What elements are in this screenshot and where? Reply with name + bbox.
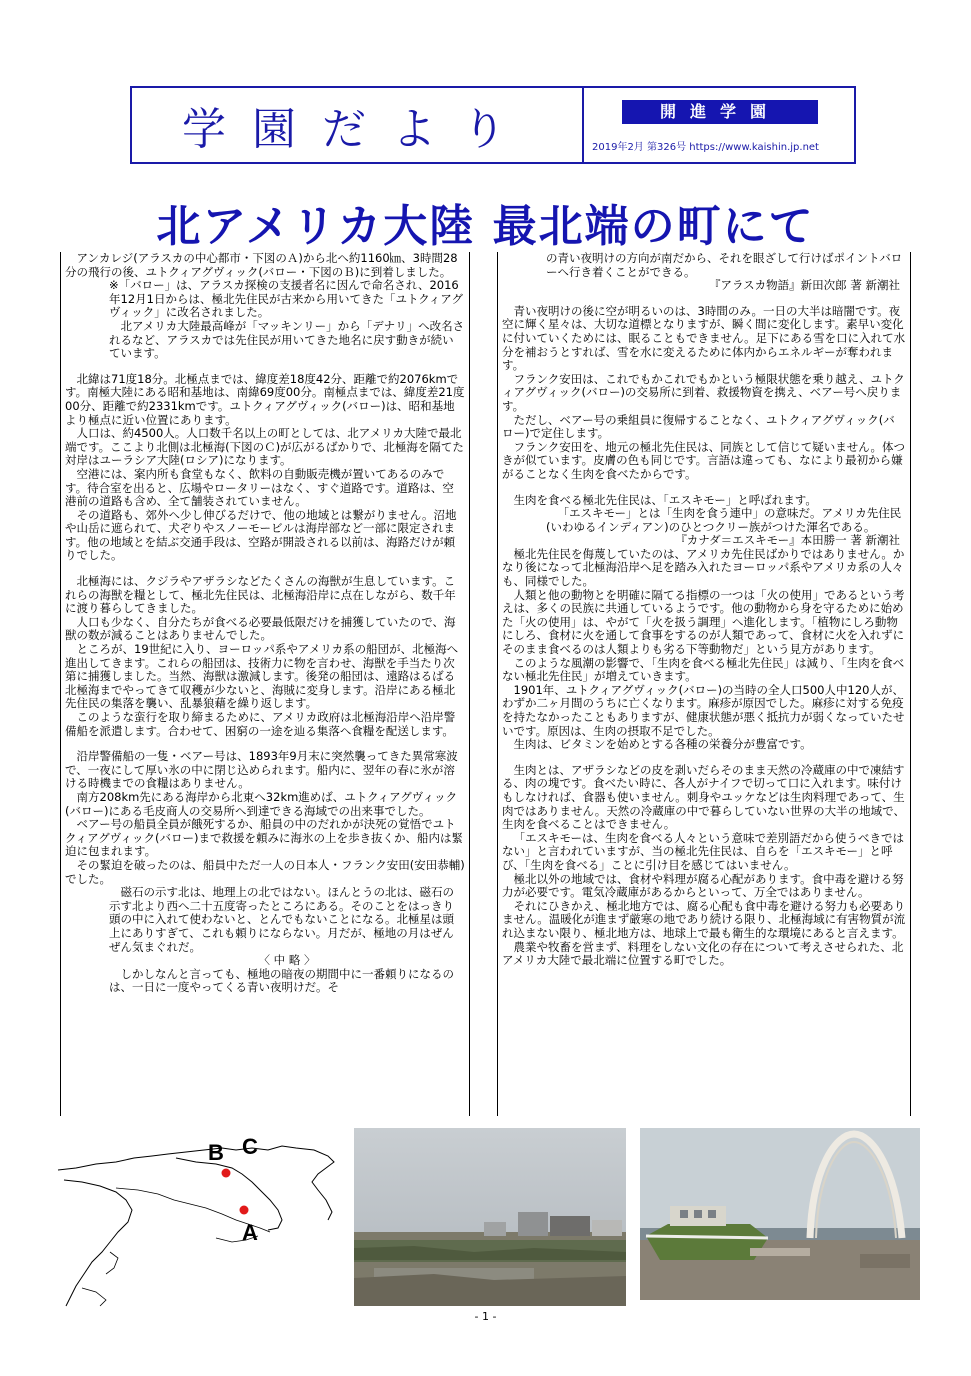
paragraph: 空港には、案内所も食堂もなく、飲料の自動販売機が置いてあるのみです。待合室を出ると、広場やロータリーはなく、すぐ道路です。道路は、空港前の道路も含め、全て舗装されていません。 [65,466,454,509]
paragraph: 南方208km先にある海岸から北東へ32km進めば、ユトクィアグヴィック(バロー)にある毛皮商人の交易所へ到達できる海域での出来事でした。 [65,789,458,818]
paragraph: フランク安田を、地元の極北先住民は、同族として信じて疑いません。体つきが似ています。皮膚の色も同じです。言語は違っても、なにより最初から嫌がることなく生肉を食べたからです。 [502,439,905,481]
map-label-a: A [242,1220,258,1245]
quotation: しかしなんと言っても、極地の暗夜の期間中に一番頼りになるのは、一日に一度やってくる青い夜明けだ。そ [109,966,454,995]
paragraph: ところが、19世紀に入り、ヨーロッパ系やアメリカ系の船団が、北極海へ進出してきます。これらの船団は、技術力に物を言わせ、海獣を手当たり次第に捕獲しました。当然、海獣は激減します。後発の船団は、遠路はるばる北極海までやってきて収穫が少ないと、海賊に変身します。沿岸にある極北先住民の集落を襲い、乱暴狼藉を繰り返します。 [65,642,459,711]
point-a-marker [240,1206,249,1215]
paragraph: 人類と他の動物とを明確に隔てる指標の一つは「火の使用」であるという考えは、多くの民族に共通しているようです。他の動物から身を守るために始めた「火の使用」は、やがて「火を扱う調理」へ進化します。「植物にしろ動物にしろ、食材に火を通して食事をするのが人類であって、食材に火を入れずにそのまま食べるのは人類よりも劣る下等動物だ」という見方があります。 [502,587,905,657]
newsletter-header [130,86,856,164]
paragraph: 極北先住民を侮蔑していたのは、アメリカ先住民ばかりではありません。かなり後になって北極海沿岸へ足を踏み入れたヨーロッパ系やアメリカ系の人々も、同様でした。 [502,546,905,589]
paragraph: 人口は、約4500人。人口数千名以上の町としては、北アメリカ大陸で最北端です。ここより北側は北極海(下図のＣ)が広がるばかりで、北極海を隔てた対岸はユーラシア大陸(ロシア)になります。 [65,426,464,468]
paragraph: 農業や牧畜を営まず、料理をしない文化の存在について考えさせられた、北アメリカ大陸で最北端に位置する町でした。 [502,939,904,968]
alaska-map [56,1128,336,1308]
quotation: の青い夜明けの方向が南だから、それを眼ざして行けばポイントバローへ行き着くことができる。 [546,252,903,279]
quotation: 磁石の示す北は、地理上の北ではない。ほんとうの北は、磁石の示す北より西へ二十五度寄ったところにある。そのことをはっきり頭の中に入れて使わないと、とんでもないことになる。北極星は頭上にありすぎて、これも頼りにならない。月だが、極地の月はぜんぜん気まぐれだ。 [109,885,454,954]
quotation-omission: 〈 中 略 〉 [258,953,316,968]
paragraph: 沿岸警備船の一隻・ベアー号は、1893年9月末に突然襲ってきた異常寒波で、一夜にして厚い氷の中に閉じ込められます。船内に、翌年の春に氷が溶ける時機までの食糧はありません。 [65,749,458,791]
masthead-title: 学園だより [182,104,532,155]
map-label-c: C [242,1134,258,1159]
paragraph: 北極海には、クジラやアザラシなどたくさんの海獣が生息しています。これらの海獣を糧として、極北先住民は、北極海沿岸に点在しながら、数千年に渡り暮らしてきました。 [65,574,456,616]
article-headline: 北アメリカ大陸 最北端の町にて [156,201,815,252]
page-number: - 1 - [474,1310,497,1323]
paragraph: 北緯は71度18分。北極点までは、緯度差18度42分、距離で約2076kmです。南極大陸にある昭和基地は、南緯69度00分。南極点までは、緯度差21度00分、距離で約2331kmです。ユトクィアグヴィック(バロー)は、昭和基地より極点に近い位置にあります。 [65,371,465,427]
paragraph: 極北以外の地域では、食材や料理が腐る心配があります。食中毒を避ける努力が必要です。電気冷蔵庫があるからといって、万全ではありません。 [502,871,904,900]
issue-line: 2019年2月 第326号 https://www.kaishin.jp.net [592,142,819,153]
note: ※「バロー」は、アラスカ探検の支援者名に因んで命名され、2016年12月1日からは、極北先住民が古来から用いてきた「ユトクィアグヴィック」に改名されました。 [109,278,463,320]
paragraph: 青い夜明けの後に空が明るいのは、3時間のみ。一日の大半は暗闇です。夜空に輝く星々は、大切な道標となりますが、瞬く間に変化します。素早い変化に付いていくためには、眠ることもできません。足下にある雪を口に入れて水分を補おうとすれば、雪を水に変えるために体内からエネルギーが奪われます。 [502,303,906,373]
paragraph: それにひきかえ、極北地方では、腐る心配も食中毒を避ける努力も必要ありません。温暖化が進まず厳寒の地であり続ける限り、北極海域に有害物質が流れ込まない限り、極北地方は、地球上で最も衛生的な環境にあると言えます。 [502,898,906,940]
quotation: 「エスキモー」とは「生肉を食う連中」の意味だ。アメリカ先住民(いわゆるインディアン)のひとつクリー族がつけた渾名である。 [546,506,902,534]
citation: 『アラスカ物語』新田次郎 著 新潮社 [709,278,900,293]
paragraph: ただし、ベアー号の乗組員に復帰することなく、ユトクィアグヴィック(バロー)で定住します。 [502,412,895,441]
school-name-banner: 開進学園 [622,100,818,124]
town-photo [354,1128,626,1306]
paragraph: 1901年、ユトクィアグヴィック(バロー)の当時の全人口500人中120人が、わずか二ヶ月間のうちに亡くなります。麻疹が原因でした。麻疹に対する免疫を持たなかったこともありますが、健康状態が悪く抵抗力が弱くなっていたせいです。原因は、生肉の摂取不足でした。 [502,682,905,738]
paragraph: 生肉は、ビタミンを始めとする各種の栄養分が豊富です。 [513,737,812,752]
paragraph: 生肉を食べる極北先住民は、「エスキモー」と呼ばれます。 [513,492,817,507]
left-column [60,252,470,1116]
header-divider [582,88,584,162]
citation: 『カナダ＝エスキモー』本田勝一 著 新潮社 [675,533,900,548]
whalebone-arch-photo [640,1128,920,1300]
map-label-b: B [208,1140,224,1165]
paragraph: 生肉とは、アザラシなどの皮を剥いだらそのまま天然の冷蔵庫の中で凍結する、肉の塊です。食べたい時に、各人がナイフで切って口に入れます。味付けもしなければ、食器も使いません。刺身やユッケなどは生肉料理であって、生肉ではありません。天然の冷蔵庫の中で暮らしていない世界の大半の地域で、生肉を食べることはできません。 [502,762,905,832]
right-column [497,252,911,1116]
paragraph: ベアー号の船員全員が餓死するか、船員の中のだれかが決死の覚悟でユトクィアグヴィック(バロー)まで救援を頼みに海氷の上を歩き抜くか、船内は緊迫に包まれます。 [65,817,464,859]
paragraph: アンカレジ(アラスカの中心都市・下図のＡ)から北へ約1160㎞、3時間28分の飛行の後、ユトクィアグヴィック(バロー・下図のＢ)に到着しました。 [65,252,458,279]
paragraph: フランク安田は、これでもかこれでもかという極限状態を乗り越え、ユトクィアグヴィック(バロー)の交易所に到着、救援物資を携え、ベアー号へ戻ります。 [502,371,905,413]
paragraph: その緊迫を破ったのは、船員中ただ一人の日本人・フランク安田(安田恭輔)でした。 [65,857,465,886]
paragraph: 「エスキモーは、生肉を食べる人々という意味で差別語だから使うべきではない」と言われていますが、当の極北先住民は、自らを「エスキモー」と呼び、「生肉を食べる」ことに引け目を感じてはいません。 [502,830,905,872]
note: 北アメリカ大陸最高峰が「マッキンリー」から「デナリ」へ改名されるなど、アラスカでは先住民が用いてきた地名に戻す動きが続いています。 [109,318,465,361]
paragraph: 人口も少なく、自分たちが食べる必要最低限だけを捕獲していたので、海獣の数が減ることはありませんでした。 [65,614,456,643]
point-b-marker [222,1169,231,1178]
paragraph: その道路も、郊外へ少し伸びるだけで、他の地域とは繋がりません。沼地や山岳に遮られて、犬ぞりやスノーモービルは海岸部など一部に限定されます。他の地域とを結ぶ交通手段は、空路が開設される以前は、海路だけが頼りでした。 [65,507,457,563]
paragraph: このような風潮の影響で、「生肉を食べる極北先住民」は減り、「生肉を食べない極北先住民」が増えていきます。 [502,655,905,684]
paragraph: このような蛮行を取り締まるために、アメリカ政府は北極海沿岸へ沿岸警備船を派遣します。合わせて、困窮の一途を辿る集落へ食糧を配送します。 [65,710,456,738]
